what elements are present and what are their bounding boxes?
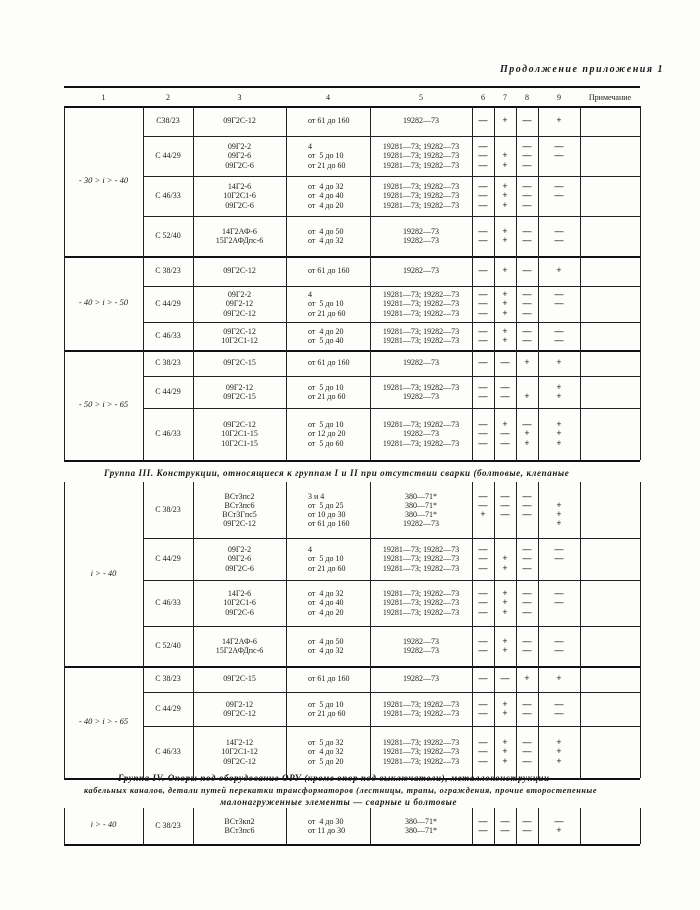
column-rule (143, 482, 144, 778)
requirement-mark-9: + (556, 115, 562, 126)
requirement-mark-6: — — — (478, 544, 488, 573)
column-rule (370, 106, 371, 460)
requirement-mark-6: — — — (478, 737, 488, 766)
steel-grade: 14Г2АФ-6 15Г2АФДпс-6 (215, 226, 264, 245)
rule-line (64, 106, 640, 108)
column-rule (494, 482, 495, 778)
requirement-mark-8: — + + (522, 419, 532, 448)
requirement-mark-8: + (524, 673, 530, 684)
requirement-mark-7: + (502, 115, 508, 126)
steel-class: С 38/23 (155, 674, 181, 684)
steel-grade: 09Г2-2 09Г2-6 09Г2С-6 (225, 142, 254, 170)
requirement-mark-8: — — — (522, 588, 532, 617)
gost-standard: 19282—73 19282—73 (403, 636, 439, 655)
column-header-2: 2 (166, 93, 170, 102)
temperature-range-label: - 40 > i > - 65 (78, 716, 129, 726)
thickness-range: от 5 до 10 от 12 до 20 от 5 до 60 (308, 420, 346, 448)
requirement-mark-6: — — (478, 815, 488, 835)
requirement-mark-7: — — (500, 815, 510, 835)
gost-standard: 380—71* 380—71* 380—71* 19282—73 (403, 491, 439, 529)
steel-class: С 46/33 (155, 747, 181, 757)
requirement-mark-6: — — + (478, 490, 488, 519)
requirement-mark-6: — (478, 673, 488, 684)
steel-class: С 44/29 (155, 554, 181, 564)
thickness-range: от 61 до 160 (308, 116, 350, 126)
requirement-mark-6: — (478, 115, 488, 126)
temperature-range-label: - 40 > i > - 50 (78, 297, 129, 307)
steel-class: С 44/29 (155, 387, 181, 397)
requirement-mark-7: + (502, 265, 508, 276)
steel-grade: ВСт3пс2 ВСт3пс6 ВСт3Гпс5 09Г2С-12 (222, 491, 257, 529)
gost-standard: 19281—73; 19282—73 19281—73; 19282—73 (382, 699, 460, 718)
steel-grade: 09Г2С-12 10Г2С1-12 (221, 326, 258, 345)
requirement-mark-7: + + (502, 698, 508, 718)
requirement-mark-7: — — — (500, 490, 510, 519)
requirement-mark-6: — — — (478, 289, 488, 318)
gost-standard: 19282—73 (403, 116, 439, 126)
temperature-range-label: - 50 > i > - 65 (78, 399, 129, 409)
steel-grade: 09Г2-12 09Г2С-15 (223, 382, 256, 401)
gost-standard: 19281—73; 19282—73 19281—73; 19282—73 19281—73; 19282—73 (382, 290, 460, 318)
requirement-mark-7: + + (502, 553, 508, 573)
column-rule (580, 106, 581, 460)
column-header-4: 4 (326, 93, 330, 102)
thickness-range: 4 от 5 до 10 от 21 до 60 (308, 545, 346, 573)
thickness-range: от 5 до 32 от 4 до 32 от 5 до 20 (308, 738, 344, 766)
thickness-range: 4 от 5 до 10 от 21 до 60 (308, 142, 346, 170)
steel-grade: 14Г2-6 10Г2С1-6 09Г2С-6 (223, 589, 256, 617)
requirement-mark-7: + + + (502, 181, 508, 210)
rule-line (64, 350, 640, 352)
thickness-range: от 61 до 160 (308, 674, 350, 684)
requirement-mark-6: — — — (478, 181, 488, 210)
column-rule (516, 106, 517, 460)
steel-class: С 38/23 (155, 505, 181, 515)
column-rule (193, 482, 194, 778)
requirement-mark-9: — — (554, 325, 564, 345)
column-rule (580, 482, 581, 778)
steel-grade: 14Г2-6 10Г2С1-6 09Г2С-6 (223, 182, 256, 210)
gost-standard: 19281—73; 19282—73 19281—73; 19282—73 (382, 326, 460, 345)
steel-grade: 09Г2С-12 10Г2С1-15 10Г2С1-15 (221, 420, 258, 448)
steel-grade: 09Г2С-15 (223, 358, 256, 368)
rule-line (143, 216, 640, 217)
requirement-mark-9: — — (554, 698, 564, 718)
requirement-mark-7: + + (502, 325, 508, 345)
gost-standard: 19281—73; 19282—73 19281—73; 19282—73 19281—73; 19282—73 (382, 142, 460, 170)
temperature-range-label: i > - 40 (90, 819, 117, 829)
rule-line (64, 460, 640, 462)
rule-line (64, 86, 640, 88)
column-header-6: 6 (481, 93, 485, 102)
column-rule (494, 106, 495, 460)
column-header-3: 3 (237, 93, 242, 102)
requirement-mark-7: + + (502, 225, 508, 245)
thickness-range: от 5 до 10 от 21 до 60 (308, 699, 346, 718)
rule-line (64, 666, 640, 668)
requirement-mark-6: — (478, 265, 488, 276)
column-rule (286, 106, 287, 460)
column-rule (193, 106, 194, 460)
requirement-mark-6: — — — (478, 141, 488, 170)
requirement-mark-9: + + + (556, 499, 562, 529)
column-rule (193, 808, 194, 844)
gost-standard: 19281—73; 19282—73 19281—73; 19282—73 19281—73; 19282—73 (382, 738, 460, 766)
requirement-mark-6: — — (478, 325, 488, 345)
requirement-mark-9: — — (554, 588, 564, 608)
steel-grade: 09Г2С-12 (223, 116, 256, 126)
thickness-range: от 5 до 10 от 21 до 60 (308, 382, 346, 401)
requirement-mark-9: — — (554, 141, 564, 161)
rule-line (143, 176, 640, 177)
gost-standard: 19281—73; 19282—73 19282—73 (382, 382, 460, 401)
requirement-mark-8: — — — (522, 289, 532, 318)
group-4-title-line-1: Группа IV. Опоры под оборудование ОРУ (кроме опор под выключатели), металлоконструкции (118, 773, 550, 783)
requirement-mark-6: — — (478, 381, 488, 401)
thickness-range: от 61 до 160 (308, 358, 350, 368)
steel-grade: 09Г2-2 09Г2-12 09Г2С-12 (223, 290, 256, 318)
group-4-title-line-3: малонагруженные элементы — сварные и болтовые (220, 797, 458, 807)
requirement-mark-6: — — (478, 635, 488, 655)
requirement-mark-8: — — (522, 225, 532, 245)
requirement-mark-9: + (556, 673, 562, 684)
rule-line (143, 376, 640, 377)
column-rule (143, 106, 144, 460)
column-header-8: 8 (525, 93, 529, 102)
group-4-title-line-2: кабельных каналов, детали путей перекатки трансформаторов (лестницы, трапы, ограждения, прочие второстепенные (84, 786, 598, 795)
requirement-mark-9: — — (554, 225, 564, 245)
rule-line (143, 580, 640, 581)
steel-grade: 14Г2-12 10Г2С1-12 09Г2С-12 (221, 738, 258, 766)
steel-grade: 09Г2-2 09Г2-6 09Г2С-6 (225, 545, 254, 573)
thickness-range: от 4 до 50 от 4 до 32 (308, 226, 344, 245)
requirement-mark-8: — — (522, 635, 532, 655)
thickness-range: 3 и 4 от 5 до 25 от 10 до 30 от 61 до 160 (308, 491, 350, 529)
steel-class: С 46/33 (155, 191, 181, 201)
requirement-mark-8: — (522, 265, 532, 276)
column-rule (370, 808, 371, 844)
requirement-mark-8: + (524, 357, 530, 368)
thickness-range: от 4 до 30 от 11 до 30 (308, 816, 346, 835)
requirement-mark-7: + + + (502, 289, 508, 318)
requirement-mark-9: + (556, 265, 562, 276)
requirement-mark-7: + + + (502, 737, 508, 766)
gost-standard: 19281—73; 19282—73 19281—73; 19282—73 19281—73; 19282—73 (382, 545, 460, 573)
column-rule (286, 482, 287, 778)
requirement-mark-9: — — (554, 544, 564, 564)
column-rule (370, 482, 371, 778)
column-rule (580, 808, 581, 844)
steel-class: С 44/29 (155, 299, 181, 309)
requirement-mark-7: — (500, 357, 510, 368)
gost-standard: 19281—73; 19282—73 19281—73; 19282—73 19281—73; 19282—73 (382, 589, 460, 617)
steel-class: С 46/33 (155, 598, 181, 608)
rule-line (143, 726, 640, 727)
gost-standard: 19282—73 (403, 674, 439, 684)
column-rule (494, 808, 495, 844)
gost-standard: 19282—73 19282—73 (403, 226, 439, 245)
thickness-range: от 4 до 32 от 4 до 40 от 4 до 20 (308, 182, 344, 210)
column-rule (640, 808, 641, 844)
column-rule (64, 808, 65, 844)
steel-class: С 38/23 (155, 266, 181, 276)
steel-class: С 46/33 (155, 331, 181, 341)
requirement-mark-7: + + (502, 635, 508, 655)
requirement-mark-9: + + + (556, 419, 562, 448)
column-header-10: Примечание (588, 93, 632, 102)
column-rule (538, 808, 539, 844)
column-rule (472, 808, 473, 844)
requirement-mark-9: + + (556, 381, 562, 401)
thickness-range: от 61 до 160 (308, 266, 350, 276)
requirement-mark-8: — — (522, 698, 532, 718)
requirement-mark-9: — + (554, 815, 564, 835)
requirement-mark-8: — — — (522, 737, 532, 766)
steel-class: С 38/23 (155, 821, 181, 831)
rule-line (143, 136, 640, 137)
requirement-mark-9: — — (554, 289, 564, 309)
requirement-mark-9: — — (554, 181, 564, 201)
column-header-1: 1 (101, 93, 106, 102)
thickness-range: от 4 до 20 от 5 до 40 (308, 326, 344, 345)
requirement-mark-7: + — — (500, 419, 510, 448)
requirement-mark-8: — (522, 115, 532, 126)
steel-grade: ВСт3кп2 ВСт3пс6 (224, 816, 255, 835)
steel-class: С 44/29 (155, 704, 181, 714)
steel-class: С 46/33 (155, 429, 181, 439)
requirement-mark-8: — — — (522, 141, 532, 170)
group-3-title: Группа III. Конструкции, относящиеся к группам I и II при отсутствии сварки (болтовые, клепаные (104, 468, 570, 478)
requirement-mark-8: — — — (522, 181, 532, 210)
gost-standard: 380—71* 380—71* (405, 816, 437, 835)
steel-grade: 09Г2С-15 (223, 674, 256, 684)
steel-class: С 38/23 (155, 358, 181, 368)
requirement-mark-6: — — — (478, 419, 488, 448)
column-rule (538, 106, 539, 460)
steel-class: С 52/40 (155, 231, 181, 241)
column-header-7: 7 (503, 93, 507, 102)
thickness-range: от 4 до 50 от 4 до 32 (308, 636, 344, 655)
thickness-range: от 4 до 32 от 4 до 40 от 4 до 20 (308, 589, 344, 617)
column-header-9: 9 (557, 93, 561, 102)
requirement-mark-6: — (478, 357, 488, 368)
column-rule (538, 482, 539, 778)
column-rule (472, 482, 473, 778)
requirement-mark-9: + (556, 357, 562, 368)
requirement-mark-6: — — — (478, 588, 488, 617)
requirement-mark-7: + + + (502, 588, 508, 617)
rule-line (143, 286, 640, 287)
column-rule (64, 482, 65, 778)
thickness-range: 4 от 5 до 10 от 21 до 60 (308, 290, 346, 318)
gost-standard: 19281—73; 19282—73 19282—73 19281—73; 19282—73 (382, 420, 460, 448)
requirement-mark-7: — (500, 673, 510, 684)
column-rule (640, 106, 641, 460)
steel-class: С38/23 (156, 116, 180, 126)
column-rule (286, 808, 287, 844)
rule-line (64, 256, 640, 258)
requirement-mark-8: — — (522, 815, 532, 835)
column-rule (472, 106, 473, 460)
column-rule (64, 106, 65, 460)
gost-standard: 19281—73; 19282—73 19281—73; 19282—73 19281—73; 19282—73 (382, 182, 460, 210)
column-rule (640, 482, 641, 778)
requirement-mark-6: — — (478, 698, 488, 718)
requirement-mark-8: — — — (522, 544, 532, 573)
requirement-mark-8: + (524, 391, 530, 401)
temperature-range-label: i > - 40 (90, 568, 117, 578)
gost-standard: 19282—73 (403, 266, 439, 276)
running-title: Продолжение приложения 1 (500, 64, 664, 75)
rule-line (143, 408, 640, 409)
rule-line (143, 692, 640, 693)
requirement-mark-8: — — (522, 325, 532, 345)
column-header-5: 5 (419, 93, 423, 102)
column-rule (516, 808, 517, 844)
rule-line (64, 844, 640, 846)
requirement-mark-9: + + + (556, 737, 562, 766)
rule-line (143, 322, 640, 323)
steel-class: С 44/29 (155, 151, 181, 161)
steel-grade: 14Г2АФ-6 15Г2АФДпс-6 (215, 636, 264, 655)
gost-standard: 19282—73 (403, 358, 439, 368)
requirement-mark-9: — — (554, 635, 564, 655)
requirement-mark-7: + + (502, 150, 508, 170)
column-rule (516, 482, 517, 778)
steel-class: С 52/40 (155, 641, 181, 651)
temperature-range-label: - 30 > i > - 40 (78, 175, 129, 185)
steel-grade: 09Г2С-12 (223, 266, 256, 276)
requirement-mark-7: — — (500, 381, 510, 401)
rule-line (143, 538, 640, 539)
requirement-mark-6: — — (478, 225, 488, 245)
requirement-mark-8: — — — (522, 490, 532, 519)
steel-grade: 09Г2-12 09Г2С-12 (223, 699, 256, 718)
rule-line (143, 626, 640, 627)
column-rule (143, 808, 144, 844)
